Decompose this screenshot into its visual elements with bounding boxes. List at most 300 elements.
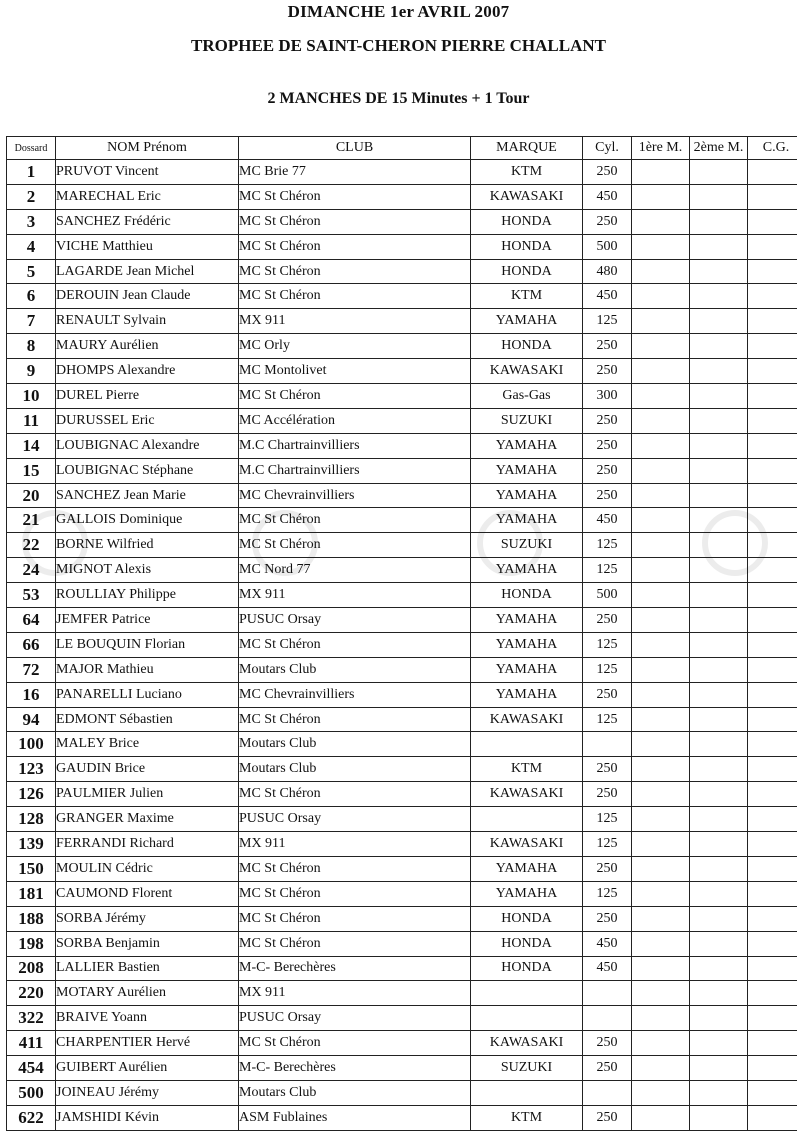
club-cell: MC St Chéron	[239, 906, 471, 931]
club-cell: ASM Fublaines	[239, 1105, 471, 1130]
cyl-cell: 125	[583, 632, 632, 657]
document-date-title: DIMANCHE 1er AVRIL 2007	[287, 2, 510, 21]
name-cell: BORNE Wilfried	[56, 533, 239, 558]
table-row	[7, 209, 797, 234]
cg-result-cell	[748, 732, 797, 757]
dossard-cell: 2	[7, 184, 56, 209]
brand-cell	[471, 732, 583, 757]
name-cell: MOULIN Cédric	[56, 856, 239, 881]
cyl-cell: 250	[583, 334, 632, 359]
manche1-result-cell	[632, 259, 690, 284]
manche2-result-cell	[690, 832, 748, 857]
col-header-marque: MARQUE	[471, 137, 583, 160]
brand-cell: YAMAHA	[471, 433, 583, 458]
brand-cell: HONDA	[471, 259, 583, 284]
dossard-cell: 500	[7, 1080, 56, 1105]
brand-cell: KAWASAKI	[471, 359, 583, 384]
club-cell: MC St Chéron	[239, 1031, 471, 1056]
cyl-cell: 250	[583, 682, 632, 707]
name-cell: LOUBIGNAC Stéphane	[56, 458, 239, 483]
name-cell: FERRANDI Richard	[56, 832, 239, 857]
name-cell: JOINEAU Jérémy	[56, 1080, 239, 1105]
name-cell: VICHE Matthieu	[56, 234, 239, 259]
cyl-cell: 250	[583, 483, 632, 508]
cg-result-cell	[748, 433, 797, 458]
cyl-cell: 250	[583, 906, 632, 931]
name-cell: SORBA Benjamin	[56, 931, 239, 956]
dossard-cell: 24	[7, 558, 56, 583]
cg-result-cell	[748, 757, 797, 782]
manche1-result-cell	[632, 707, 690, 732]
dossard-cell: 20	[7, 483, 56, 508]
dossard-cell: 21	[7, 508, 56, 533]
manche1-result-cell	[632, 334, 690, 359]
cg-result-cell	[748, 632, 797, 657]
table-row	[7, 508, 797, 533]
manche1-result-cell	[632, 657, 690, 682]
dossard-cell: 220	[7, 981, 56, 1006]
dossard-cell: 411	[7, 1031, 56, 1056]
dossard-cell: 139	[7, 832, 56, 857]
cg-result-cell	[748, 284, 797, 309]
brand-cell: SUZUKI	[471, 408, 583, 433]
brand-cell: YAMAHA	[471, 881, 583, 906]
dossard-cell: 622	[7, 1105, 56, 1130]
dossard-cell: 66	[7, 632, 56, 657]
dossard-cell: 53	[7, 583, 56, 608]
table-row	[7, 334, 797, 359]
manche1-result-cell	[632, 732, 690, 757]
name-cell: BRAIVE Yoann	[56, 1006, 239, 1031]
manche1-result-cell	[632, 508, 690, 533]
cyl-cell: 480	[583, 259, 632, 284]
cg-result-cell	[748, 234, 797, 259]
cg-result-cell	[748, 657, 797, 682]
manche1-result-cell	[632, 408, 690, 433]
dossard-cell: 1	[7, 160, 56, 185]
brand-cell: KAWASAKI	[471, 782, 583, 807]
cg-result-cell	[748, 558, 797, 583]
club-cell: MC St Chéron	[239, 508, 471, 533]
table-row	[7, 359, 797, 384]
table-row	[7, 1105, 797, 1130]
manche2-result-cell	[690, 682, 748, 707]
manche1-result-cell	[632, 832, 690, 857]
manche1-result-cell	[632, 458, 690, 483]
cyl-cell: 450	[583, 284, 632, 309]
brand-cell: KAWASAKI	[471, 184, 583, 209]
name-cell: DUREL Pierre	[56, 384, 239, 409]
name-cell: DURUSSEL Eric	[56, 408, 239, 433]
cg-result-cell	[748, 782, 797, 807]
club-cell: MC St Chéron	[239, 931, 471, 956]
brand-cell: KAWASAKI	[471, 707, 583, 732]
club-cell: MC St Chéron	[239, 856, 471, 881]
name-cell: MAJOR Mathieu	[56, 657, 239, 682]
manche1-result-cell	[632, 209, 690, 234]
brand-cell: SUZUKI	[471, 1056, 583, 1081]
table-row	[7, 408, 797, 433]
manche1-result-cell	[632, 1080, 690, 1105]
cg-result-cell	[748, 832, 797, 857]
cyl-cell: 125	[583, 657, 632, 682]
cg-result-cell	[748, 956, 797, 981]
manche1-result-cell	[632, 533, 690, 558]
table-row	[7, 657, 797, 682]
cyl-cell: 250	[583, 856, 632, 881]
table-row	[7, 782, 797, 807]
col-header-nom: NOM Prénom	[56, 137, 239, 160]
manche2-result-cell	[690, 707, 748, 732]
brand-cell: HONDA	[471, 583, 583, 608]
manche2-result-cell	[690, 1006, 748, 1031]
dossard-cell: 454	[7, 1056, 56, 1081]
col-header-cyl: Cyl.	[583, 137, 632, 160]
manche2-result-cell	[690, 508, 748, 533]
club-cell: Moutars Club	[239, 757, 471, 782]
manche1-result-cell	[632, 433, 690, 458]
dossard-cell: 16	[7, 682, 56, 707]
dossard-cell: 15	[7, 458, 56, 483]
manche2-result-cell	[690, 384, 748, 409]
table-row	[7, 433, 797, 458]
manche1-result-cell	[632, 583, 690, 608]
brand-cell: KTM	[471, 160, 583, 185]
name-cell: JEMFER Patrice	[56, 608, 239, 633]
club-cell: MC St Chéron	[239, 384, 471, 409]
brand-cell: KTM	[471, 757, 583, 782]
manche1-result-cell	[632, 782, 690, 807]
manche1-result-cell	[632, 608, 690, 633]
cg-result-cell	[748, 533, 797, 558]
race-format-subtitle: 2 MANCHES DE 15 Minutes + 1 Tour	[267, 90, 530, 107]
manche2-result-cell	[690, 234, 748, 259]
table-row	[7, 732, 797, 757]
event-title: TROPHEE DE SAINT-CHERON PIERRE CHALLANT	[191, 36, 606, 55]
club-cell: MC St Chéron	[239, 533, 471, 558]
cyl-cell	[583, 981, 632, 1006]
cg-result-cell	[748, 1105, 797, 1130]
cyl-cell: 125	[583, 707, 632, 732]
cg-result-cell	[748, 931, 797, 956]
manche1-result-cell	[632, 1105, 690, 1130]
club-cell: PUSUC Orsay	[239, 1006, 471, 1031]
club-cell: M.C Chartrainvilliers	[239, 433, 471, 458]
brand-cell: KAWASAKI	[471, 832, 583, 857]
brand-cell: YAMAHA	[471, 657, 583, 682]
club-cell: Moutars Club	[239, 657, 471, 682]
cyl-cell: 125	[583, 558, 632, 583]
dossard-cell: 198	[7, 931, 56, 956]
cyl-cell: 450	[583, 184, 632, 209]
col-header-cg: C.G.	[748, 137, 797, 160]
name-cell: SANCHEZ Frédéric	[56, 209, 239, 234]
name-cell: CHARPENTIER Hervé	[56, 1031, 239, 1056]
brand-cell: YAMAHA	[471, 608, 583, 633]
cyl-cell	[583, 1080, 632, 1105]
brand-cell: KTM	[471, 284, 583, 309]
dossard-cell: 4	[7, 234, 56, 259]
cyl-cell: 125	[583, 881, 632, 906]
dossard-cell: 64	[7, 608, 56, 633]
dossard-cell: 11	[7, 408, 56, 433]
cg-result-cell	[748, 1080, 797, 1105]
manche2-result-cell	[690, 433, 748, 458]
name-cell: LAGARDE Jean Michel	[56, 259, 239, 284]
cyl-cell	[583, 1006, 632, 1031]
table-row	[7, 682, 797, 707]
dossard-cell: 72	[7, 657, 56, 682]
table-row	[7, 483, 797, 508]
cg-result-cell	[748, 906, 797, 931]
table-row	[7, 384, 797, 409]
manche1-result-cell	[632, 981, 690, 1006]
cg-result-cell	[748, 334, 797, 359]
cg-result-cell	[748, 881, 797, 906]
cg-result-cell	[748, 408, 797, 433]
manche2-result-cell	[690, 259, 748, 284]
manche2-result-cell	[690, 782, 748, 807]
name-cell: PAULMIER Julien	[56, 782, 239, 807]
brand-cell: HONDA	[471, 209, 583, 234]
table-row	[7, 1031, 797, 1056]
table-row	[7, 956, 797, 981]
manche2-result-cell	[690, 558, 748, 583]
manche2-result-cell	[690, 284, 748, 309]
cyl-cell: 250	[583, 608, 632, 633]
dossard-cell: 14	[7, 433, 56, 458]
dossard-cell: 322	[7, 1006, 56, 1031]
table-row	[7, 284, 797, 309]
brand-cell: YAMAHA	[471, 632, 583, 657]
table-row	[7, 881, 797, 906]
table-row	[7, 1056, 797, 1081]
club-cell: MC St Chéron	[239, 881, 471, 906]
cg-result-cell	[748, 309, 797, 334]
cg-result-cell	[748, 807, 797, 832]
club-cell: MC Brie 77	[239, 160, 471, 185]
cg-result-cell	[748, 1056, 797, 1081]
brand-cell: HONDA	[471, 931, 583, 956]
table-row	[7, 608, 797, 633]
table-row	[7, 832, 797, 857]
brand-cell: YAMAHA	[471, 558, 583, 583]
manche2-result-cell	[690, 657, 748, 682]
table-row	[7, 1006, 797, 1031]
cyl-cell	[583, 732, 632, 757]
brand-cell	[471, 1080, 583, 1105]
manche1-result-cell	[632, 632, 690, 657]
manche2-result-cell	[690, 981, 748, 1006]
cyl-cell: 250	[583, 1056, 632, 1081]
name-cell: EDMONT Sébastien	[56, 707, 239, 732]
manche2-result-cell	[690, 1105, 748, 1130]
club-cell: MX 911	[239, 981, 471, 1006]
brand-cell	[471, 981, 583, 1006]
manche1-result-cell	[632, 558, 690, 583]
manche2-result-cell	[690, 608, 748, 633]
brand-cell: YAMAHA	[471, 682, 583, 707]
name-cell: MALEY Brice	[56, 732, 239, 757]
manche2-result-cell	[690, 483, 748, 508]
cg-result-cell	[748, 483, 797, 508]
club-cell: M-C- Berechères	[239, 956, 471, 981]
name-cell: SANCHEZ Jean Marie	[56, 483, 239, 508]
brand-cell: HONDA	[471, 956, 583, 981]
name-cell: PANARELLI Luciano	[56, 682, 239, 707]
dossard-cell: 8	[7, 334, 56, 359]
club-cell: M-C- Berechères	[239, 1056, 471, 1081]
cyl-cell: 500	[583, 583, 632, 608]
cg-result-cell	[748, 1006, 797, 1031]
brand-cell: SUZUKI	[471, 533, 583, 558]
cyl-cell: 125	[583, 533, 632, 558]
table-row	[7, 259, 797, 284]
cg-result-cell	[748, 160, 797, 185]
manche1-result-cell	[632, 384, 690, 409]
table-row	[7, 583, 797, 608]
cyl-cell: 250	[583, 209, 632, 234]
cyl-cell: 500	[583, 234, 632, 259]
name-cell: PRUVOT Vincent	[56, 160, 239, 185]
cyl-cell: 250	[583, 433, 632, 458]
name-cell: MOTARY Aurélien	[56, 981, 239, 1006]
cyl-cell: 250	[583, 1105, 632, 1130]
name-cell: MAURY Aurélien	[56, 334, 239, 359]
cyl-cell: 250	[583, 458, 632, 483]
brand-cell: Gas-Gas	[471, 384, 583, 409]
dossard-cell: 7	[7, 309, 56, 334]
manche2-result-cell	[690, 184, 748, 209]
name-cell: GALLOIS Dominique	[56, 508, 239, 533]
name-cell: GUIBERT Aurélien	[56, 1056, 239, 1081]
manche2-result-cell	[690, 931, 748, 956]
club-cell: MC St Chéron	[239, 209, 471, 234]
manche2-result-cell	[690, 1031, 748, 1056]
dossard-cell: 150	[7, 856, 56, 881]
name-cell: LALLIER Bastien	[56, 956, 239, 981]
manche2-result-cell	[690, 458, 748, 483]
club-cell: MX 911	[239, 832, 471, 857]
cg-result-cell	[748, 508, 797, 533]
manche1-result-cell	[632, 160, 690, 185]
club-cell: MC St Chéron	[239, 234, 471, 259]
col-header-club: CLUB	[239, 137, 471, 160]
manche1-result-cell	[632, 184, 690, 209]
cg-result-cell	[748, 384, 797, 409]
manche1-result-cell	[632, 309, 690, 334]
club-cell: MC Chevrainvilliers	[239, 483, 471, 508]
table-row	[7, 906, 797, 931]
dossard-cell: 100	[7, 732, 56, 757]
cg-result-cell	[748, 359, 797, 384]
table-row	[7, 234, 797, 259]
club-cell: MC St Chéron	[239, 184, 471, 209]
club-cell: MC Chevrainvilliers	[239, 682, 471, 707]
name-cell: DEROUIN Jean Claude	[56, 284, 239, 309]
dossard-cell: 128	[7, 807, 56, 832]
manche1-result-cell	[632, 906, 690, 931]
manche1-result-cell	[632, 881, 690, 906]
table-row	[7, 558, 797, 583]
brand-cell: KAWASAKI	[471, 1031, 583, 1056]
table-row	[7, 1080, 797, 1105]
manche2-result-cell	[690, 359, 748, 384]
name-cell: CAUMOND Florent	[56, 881, 239, 906]
table-row	[7, 309, 797, 334]
name-cell: GRANGER Maxime	[56, 807, 239, 832]
club-cell: MC Orly	[239, 334, 471, 359]
cg-result-cell	[748, 209, 797, 234]
brand-cell: YAMAHA	[471, 309, 583, 334]
manche1-result-cell	[632, 359, 690, 384]
cyl-cell: 250	[583, 160, 632, 185]
table-row	[7, 184, 797, 209]
cg-result-cell	[748, 707, 797, 732]
table-row	[7, 981, 797, 1006]
cg-result-cell	[748, 184, 797, 209]
brand-cell: YAMAHA	[471, 508, 583, 533]
manche2-result-cell	[690, 309, 748, 334]
manche2-result-cell	[690, 1080, 748, 1105]
manche1-result-cell	[632, 931, 690, 956]
club-cell: MC Accélération	[239, 408, 471, 433]
name-cell: GAUDIN Brice	[56, 757, 239, 782]
brand-cell: HONDA	[471, 334, 583, 359]
col-header-dossard: Dossard	[7, 137, 56, 160]
manche1-result-cell	[632, 234, 690, 259]
name-cell: RENAULT Sylvain	[56, 309, 239, 334]
name-cell: ROULLIAY Philippe	[56, 583, 239, 608]
manche2-result-cell	[690, 209, 748, 234]
dossard-cell: 181	[7, 881, 56, 906]
manche1-result-cell	[632, 956, 690, 981]
club-cell: MC St Chéron	[239, 782, 471, 807]
cg-result-cell	[748, 259, 797, 284]
cyl-cell: 450	[583, 931, 632, 956]
manche1-result-cell	[632, 1006, 690, 1031]
manche2-result-cell	[690, 906, 748, 931]
brand-cell	[471, 1006, 583, 1031]
club-cell: M.C Chartrainvilliers	[239, 458, 471, 483]
cyl-cell: 125	[583, 807, 632, 832]
manche2-result-cell	[690, 881, 748, 906]
club-cell: MC Nord 77	[239, 558, 471, 583]
col-header-manche2: 2ème M.	[690, 137, 748, 160]
cyl-cell: 250	[583, 782, 632, 807]
dossard-cell: 208	[7, 956, 56, 981]
name-cell: JAMSHIDI Kévin	[56, 1105, 239, 1130]
dossard-cell: 9	[7, 359, 56, 384]
name-cell: MIGNOT Alexis	[56, 558, 239, 583]
manche1-result-cell	[632, 483, 690, 508]
manche2-result-cell	[690, 807, 748, 832]
dossard-cell: 123	[7, 757, 56, 782]
brand-cell: HONDA	[471, 234, 583, 259]
table-row	[7, 632, 797, 657]
manche1-result-cell	[632, 757, 690, 782]
name-cell: SORBA Jérémy	[56, 906, 239, 931]
manche2-result-cell	[690, 408, 748, 433]
brand-cell	[471, 807, 583, 832]
brand-cell: KTM	[471, 1105, 583, 1130]
name-cell: MARECHAL Eric	[56, 184, 239, 209]
table-row	[7, 856, 797, 881]
cyl-cell: 250	[583, 359, 632, 384]
club-cell: MC St Chéron	[239, 284, 471, 309]
manche1-result-cell	[632, 1031, 690, 1056]
manche2-result-cell	[690, 334, 748, 359]
